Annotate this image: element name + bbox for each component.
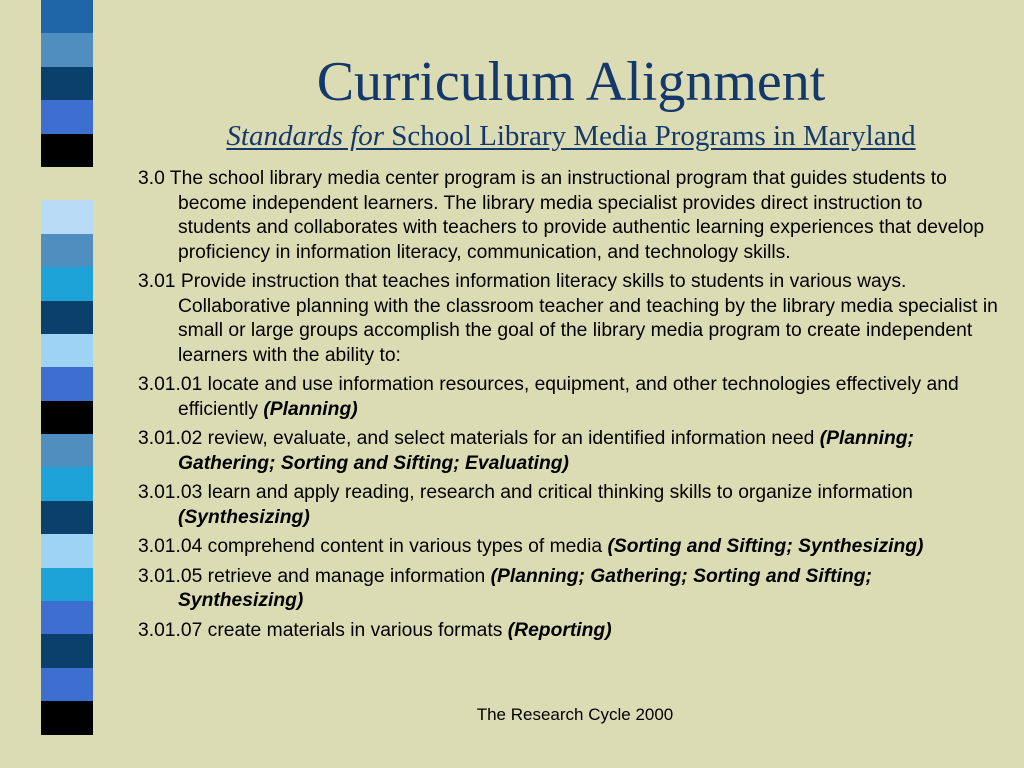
stripe-block xyxy=(41,367,93,401)
stripe-block xyxy=(41,200,93,234)
item-text: 3.01.02 review, evaluate, and select materials for an identified information need xyxy=(138,428,820,449)
stripe-block xyxy=(41,434,93,468)
stripe-block xyxy=(41,668,93,702)
stripe-block xyxy=(41,634,93,668)
list-item xyxy=(138,481,998,530)
decorative-stripe xyxy=(0,0,118,768)
item-tag: (Sorting and Sifting; Synthesizing) xyxy=(607,536,924,557)
list-item xyxy=(138,167,998,265)
item-tag: (Planning; Gathering; Sorting and Sifting; Evaluating) xyxy=(178,428,914,474)
item-text: 3.01.01 locate and use information resources, equipment, and other technologies effectively and efficiently xyxy=(138,374,959,420)
stripe-block xyxy=(41,568,93,602)
item-text: 3.01.05 retrieve and manage information xyxy=(138,565,491,587)
stripe-block xyxy=(41,134,93,168)
stripe-block xyxy=(41,301,93,335)
source-caption: The Research Cycle 2000 xyxy=(476,705,674,724)
stripe-block xyxy=(41,67,93,101)
stripe-block xyxy=(41,334,93,368)
standards-list xyxy=(138,167,998,648)
list-item xyxy=(138,535,998,560)
stripe-block xyxy=(41,735,93,768)
stripe-block xyxy=(41,601,93,635)
item-text: 3.01.07 create materials in various formats xyxy=(138,619,508,641)
item-tag: (Planning) xyxy=(263,398,358,420)
stripe-block xyxy=(41,401,93,435)
stripe-block xyxy=(41,33,93,67)
list-item xyxy=(138,373,998,422)
item-text: 3.01.03 learn and apply reading, research and critical thinking skills to organize information xyxy=(138,482,913,503)
stripe-block xyxy=(41,234,93,268)
stripe-block xyxy=(41,267,93,301)
item-text: 3.01 Provide instruction that teaches information literacy skills to students in various ways. Collaborative planning with the classroom teacher and teaching by the library media specialist in small or large groups accomplish the goal of the library media program to create independent learners with the ability to: xyxy=(138,271,998,366)
list-item xyxy=(138,270,998,368)
subtitle-normal: School Library Media Programs in Maryland xyxy=(384,120,916,152)
stripe-block xyxy=(41,534,93,568)
stripe-block xyxy=(41,100,93,134)
subtitle-italic: Standards for xyxy=(226,120,385,152)
slide-subtitle xyxy=(118,118,1024,154)
item-text: 3.0 The school library media center program is an instructional program that guides students to become independent learners. The library media specialist provides direct instruction to students and collaborates with teachers to provide authentic learning experiences that develop proficiency in information literacy, communication, and technology skills. xyxy=(138,168,985,263)
item-tag: (Reporting) xyxy=(507,619,612,641)
item-text: 3.01.04 comprehend content in various types of media xyxy=(138,536,608,557)
list-item xyxy=(138,427,998,476)
stripe-block xyxy=(41,501,93,535)
stripe-block xyxy=(41,701,93,735)
slide-title: Curriculum Alignment xyxy=(316,51,826,113)
stripe-block xyxy=(41,0,93,34)
list-item xyxy=(138,565,998,614)
subtitle-underlined xyxy=(226,120,915,152)
item-tag: (Synthesizing) xyxy=(178,506,310,528)
stripe-block xyxy=(41,167,93,201)
stripe-block xyxy=(41,467,93,501)
list-item xyxy=(138,619,998,644)
item-tag: (Planning; Gathering; Sorting and Sifting; Synthesizing) xyxy=(178,565,872,611)
